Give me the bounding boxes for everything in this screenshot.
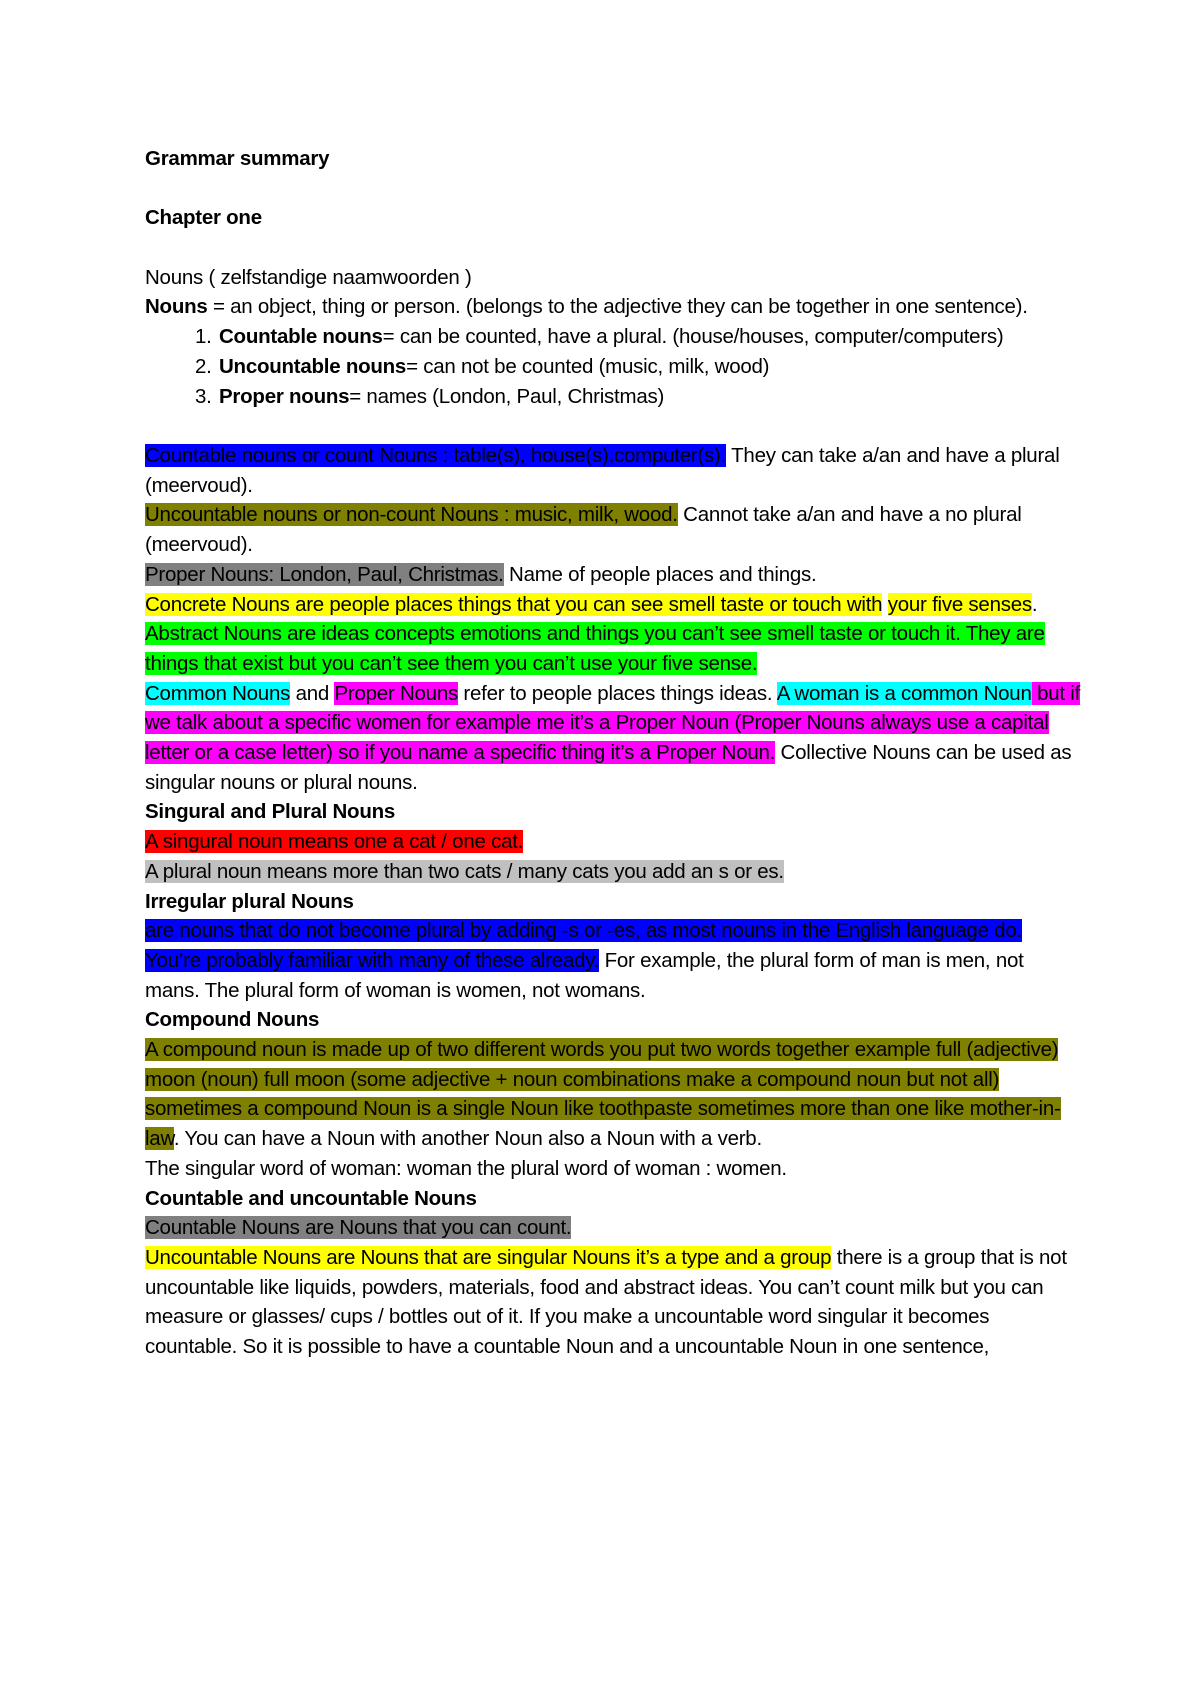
irregular-text: For example, the plural form of man is men, not mans. The plural form of woman is women, not womans. (145, 948, 1024, 1002)
highlight-singular: A singural noun means one a cat / one cat. (145, 830, 524, 854)
noun-types-list (145, 322, 1080, 411)
highlight-proper: Proper Nouns: London, Paul, Christmas. (145, 562, 504, 586)
common-text-1: and (290, 681, 335, 705)
highlight-proper-nouns: Proper Nouns (334, 681, 458, 705)
nouns-definition-text: = an object, thing or person. (belongs to the adjective they can be together in one sentence). (207, 295, 1028, 319)
nouns-term: Nouns (145, 295, 208, 319)
singular-paragraph (145, 827, 1080, 857)
list-item-term: Uncountable nouns (219, 354, 407, 378)
highlight-proper-noun-capital: Proper Noun (Proper Nouns always use a capital letter or a case letter) so if you name a specific thing it’s a Proper Noun. (145, 711, 1049, 765)
proper-text: Name of people places and things. (503, 562, 817, 586)
compound-text: . You can have a Noun with another Noun also a Noun with a verb. (173, 1127, 762, 1151)
highlight-uncountable: Uncountable nouns or non-count Nouns : music, milk, wood. (145, 503, 678, 527)
list-item-text: = can be counted, have a plural. (house/houses, computer/computers) (382, 325, 1004, 349)
list-item-term: Countable nouns (219, 325, 383, 349)
highlight-irregular: are nouns that do not become plural by adding -s or -es, as most nouns in the English language do. You’re probably familiar with many of these already. (145, 919, 1022, 972)
concrete-paragraph (145, 590, 1080, 620)
abstract-paragraph (145, 619, 1080, 678)
list-item-text: = names (London, Paul, Christmas) (349, 384, 665, 408)
list-item (217, 382, 1080, 412)
chapter-heading: Chapter one (145, 206, 262, 230)
compound-heading: Compound Nouns (145, 1008, 320, 1032)
uncountable-nouns-paragraph (145, 1243, 1080, 1362)
plural-paragraph (145, 857, 1080, 887)
highlight-five-senses: your five senses (887, 592, 1032, 616)
highlight-countable-nouns: Countable Nouns are Nouns that you can count. (145, 1216, 572, 1240)
irregular-paragraph (145, 916, 1080, 1005)
nouns-definition (145, 292, 1080, 322)
highlight-compound: A compound noun is made up of two different words you put two words together example full (adjective) moon (noun) full moon (some adjective + noun combinations make a compound noun but not all) sometimes a compound Noun is a single Noun like toothpaste sometimes more than one like mother-in-law (145, 1038, 1061, 1151)
list-item-text: = can not be counted (music, milk, wood) (406, 354, 770, 378)
common-paragraph (145, 679, 1080, 798)
singular-plural-heading: Singural and Plural Nouns (145, 800, 396, 824)
countable-nouns-paragraph (145, 1213, 1080, 1243)
woman-paragraph: The singular word of woman: woman the plural word of woman : women. (145, 1156, 787, 1180)
highlight-plural: A plural noun means more than two cats / many cats you add an s or es. (145, 859, 784, 883)
uncountable-paragraph (145, 500, 1080, 559)
highlight-countable: Countable nouns or count Nouns : table(s), house(s),computer(s). (145, 443, 727, 467)
uncountable-text: Cannot take a/an and have a no plural (meervoud). (145, 503, 1022, 557)
highlight-common-nouns: Common Nouns (145, 681, 291, 705)
highlight-concrete: Concrete Nouns are people places things that you can see smell taste or touch with (145, 592, 883, 616)
irregular-heading: Irregular plural Nouns (145, 889, 354, 913)
common-text-2: refer to people places things ideas. (457, 681, 777, 705)
nouns-heading: Nouns ( zelfstandige naamwoorden ) (145, 265, 472, 289)
proper-paragraph (145, 560, 1080, 590)
countable-paragraph (145, 441, 1080, 500)
uncountable-nouns-text: there is a group that is not uncountable like liquids, powders, materials, food and abstract ideas. You can’t count milk but you can measure or glasses/ cups / bottles out of it. If you make a uncountable word singular it becomes countable. So it is possible to have a countable Noun and a uncountable Noun in one sentence, (145, 1245, 1067, 1359)
concrete-text: . (1031, 592, 1038, 616)
highlight-specific-women: but if we talk about a specific women for example me it’s a (145, 681, 1081, 735)
common-text-3: Collective Nouns can be used as singular nouns or plural nouns. (145, 741, 1072, 794)
document-title: Grammar summary (145, 147, 330, 170)
list-item (217, 352, 1080, 382)
list-item-term: Proper nouns (219, 384, 350, 408)
list-item (217, 322, 1080, 352)
highlight-uncountable-nouns: Uncountable Nouns are Nouns that are singular Nouns it’s a type and a group (145, 1245, 832, 1269)
concrete-space (882, 593, 887, 616)
highlight-abstract: Abstract Nouns are ideas concepts emotions and things you can’t see smell taste or touch it. They are things that exist but you can’t see them you can’t use your five sense. (145, 622, 1045, 675)
count-uncount-heading: Countable and uncountable Nouns (145, 1186, 477, 1210)
highlight-woman-common: A woman is a common Noun (776, 681, 1032, 705)
countable-text: They can take a/an and have a plural (meervoud). (145, 443, 1060, 497)
compound-paragraph (145, 1035, 1080, 1154)
